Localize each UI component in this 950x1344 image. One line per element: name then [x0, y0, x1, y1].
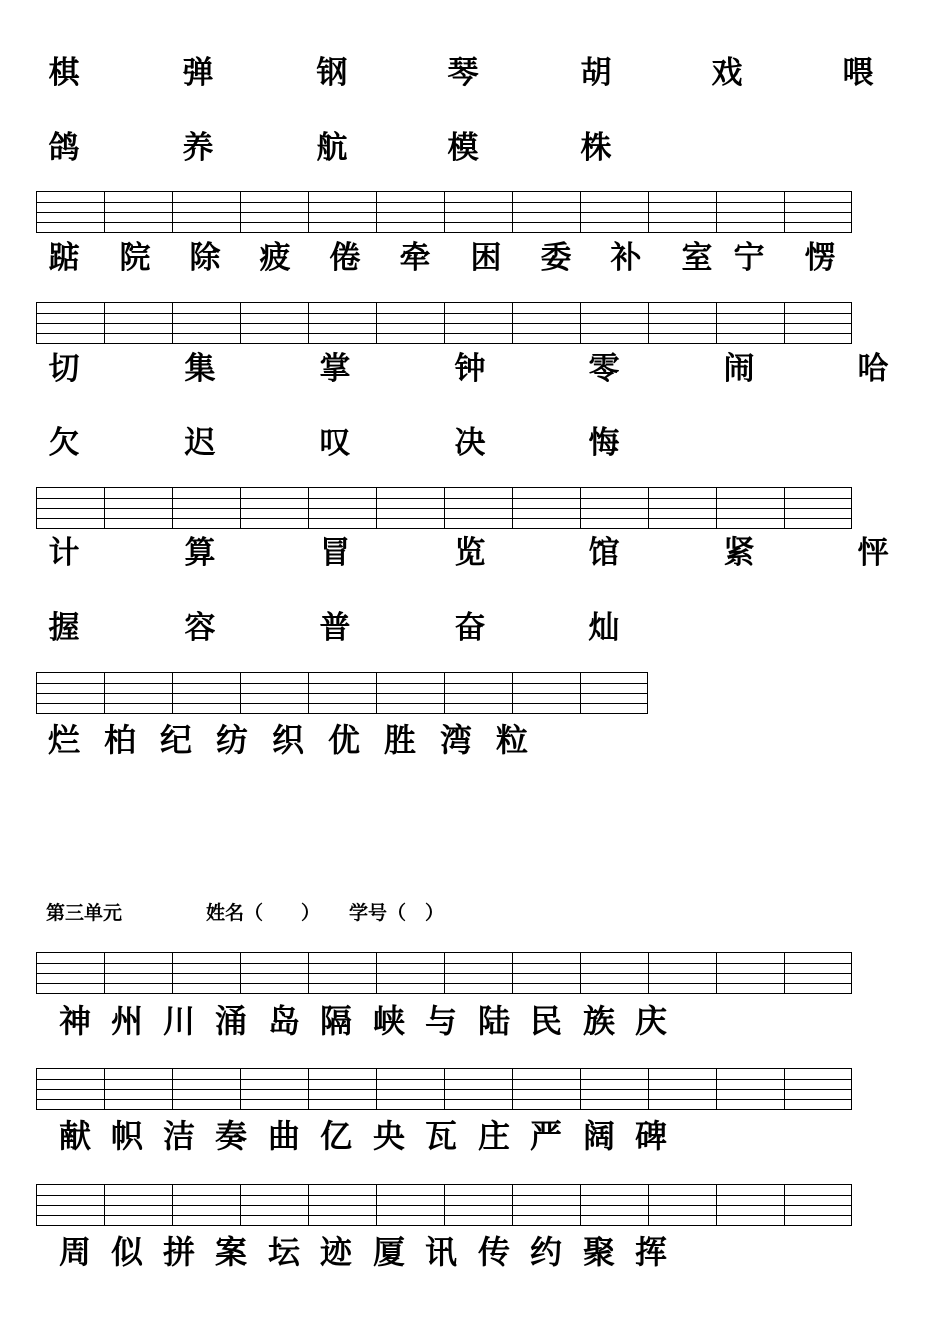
writing-cell [308, 302, 376, 344]
writing-cell [376, 952, 444, 994]
character-row [0, 720, 950, 760]
hanzi-character: 株 [580, 130, 612, 166]
hanzi-character: 握 [48, 610, 80, 646]
writing-cell [716, 191, 784, 233]
hanzi-character: 零 [588, 351, 620, 387]
writing-cell [444, 302, 512, 344]
writing-cell [240, 1184, 308, 1226]
writing-cell [580, 1184, 648, 1226]
writing-cell [240, 952, 308, 994]
hanzi-character: 怦 [857, 535, 889, 571]
hanzi-character: 碑 [634, 1117, 667, 1155]
writing-cell [36, 191, 104, 233]
writing-cell [716, 1184, 784, 1226]
writing-cell [512, 487, 580, 529]
writing-cell [580, 672, 648, 714]
hanzi-character: 烂 [47, 721, 80, 759]
writing-cell [376, 302, 444, 344]
writing-cell [104, 302, 172, 344]
hanzi-character: 愣 [804, 240, 836, 276]
writing-cell [784, 302, 852, 344]
hanzi-character: 弹 [182, 55, 214, 91]
writing-cell [444, 191, 512, 233]
hanzi-character: 欠 [48, 425, 80, 461]
writing-cell [308, 952, 376, 994]
name-label: 姓名（ ） [206, 902, 321, 924]
writing-cell [444, 1068, 512, 1110]
hanzi-character: 献 [58, 1117, 91, 1155]
hanzi-character: 普 [319, 610, 351, 646]
writing-cell [308, 191, 376, 233]
writing-grid [36, 672, 648, 714]
writing-cell [240, 487, 308, 529]
writing-cell [104, 1068, 172, 1110]
hanzi-character: 周 [58, 1233, 91, 1271]
hanzi-character: 与 [424, 1002, 457, 1040]
writing-cell [580, 487, 648, 529]
writing-cell [580, 191, 648, 233]
character-row [0, 1232, 950, 1272]
writing-cell [512, 1184, 580, 1226]
writing-cell [512, 302, 580, 344]
hanzi-character: 踮 [48, 240, 80, 276]
writing-cell [648, 302, 716, 344]
hanzi-character: 似 [110, 1233, 143, 1271]
hanzi-character: 坛 [267, 1233, 300, 1271]
hanzi-character: 冒 [319, 535, 351, 571]
writing-cell [240, 672, 308, 714]
hanzi-character: 决 [454, 425, 486, 461]
hanzi-character: 闹 [723, 351, 755, 387]
hanzi-character: 倦 [329, 240, 361, 276]
writing-grid [36, 487, 852, 529]
hanzi-character: 粒 [495, 721, 528, 759]
worksheet-header [0, 898, 950, 928]
hanzi-character: 除 [189, 240, 221, 276]
writing-cell [580, 1068, 648, 1110]
hanzi-character: 瓦 [424, 1117, 457, 1155]
writing-cell [172, 302, 240, 344]
hanzi-character: 胜 [383, 721, 416, 759]
hanzi-character: 鸽 [48, 130, 80, 166]
character-row [0, 53, 950, 93]
writing-cell [648, 1184, 716, 1226]
hanzi-character: 奏 [214, 1117, 247, 1155]
writing-cell [104, 1184, 172, 1226]
character-row [0, 423, 950, 463]
hanzi-character: 陆 [477, 1002, 510, 1040]
hanzi-character: 纺 [215, 721, 248, 759]
hanzi-character: 叹 [319, 425, 351, 461]
writing-cell [308, 672, 376, 714]
writing-cell [104, 672, 172, 714]
hanzi-character: 览 [454, 535, 486, 571]
character-row [0, 1116, 950, 1156]
writing-cell [240, 1068, 308, 1110]
writing-cell [512, 672, 580, 714]
writing-cell [172, 191, 240, 233]
writing-cell [376, 487, 444, 529]
hanzi-character: 紧 [723, 535, 755, 571]
hanzi-character: 涌 [214, 1002, 247, 1040]
writing-cell [444, 487, 512, 529]
hanzi-character: 牵 [399, 240, 431, 276]
writing-grid [36, 1068, 852, 1110]
hanzi-character: 曲 [267, 1117, 300, 1155]
writing-cell [240, 191, 308, 233]
character-row [0, 238, 950, 278]
writing-cell [172, 672, 240, 714]
hanzi-character: 严 [529, 1117, 562, 1155]
writing-cell [36, 672, 104, 714]
writing-cell [172, 1068, 240, 1110]
writing-cell [172, 487, 240, 529]
character-row [0, 608, 950, 648]
character-row [0, 349, 950, 389]
writing-grid [36, 952, 852, 994]
writing-cell [512, 191, 580, 233]
character-row [0, 1001, 950, 1041]
hanzi-character: 喂 [842, 55, 874, 91]
hanzi-character: 柏 [103, 721, 136, 759]
hanzi-character: 切 [48, 351, 80, 387]
hanzi-character: 琴 [447, 55, 479, 91]
writing-cell [308, 487, 376, 529]
character-row [0, 128, 950, 168]
hanzi-character: 川 [162, 1002, 195, 1040]
student-id-label: 学号（ ） [349, 902, 445, 924]
hanzi-character: 疲 [259, 240, 291, 276]
hanzi-character: 室 [681, 240, 713, 276]
character-row [0, 533, 950, 573]
writing-cell [308, 1184, 376, 1226]
hanzi-character: 央 [372, 1117, 405, 1155]
hanzi-character: 挥 [634, 1233, 667, 1271]
writing-cell [104, 191, 172, 233]
hanzi-character: 族 [582, 1002, 615, 1040]
hanzi-character: 院 [119, 240, 151, 276]
writing-cell [444, 1184, 512, 1226]
hanzi-character: 钢 [316, 55, 348, 91]
hanzi-character: 航 [316, 130, 348, 166]
writing-cell [376, 1184, 444, 1226]
hanzi-character: 困 [470, 240, 502, 276]
hanzi-character: 厦 [372, 1233, 405, 1271]
writing-cell [784, 191, 852, 233]
writing-cell [376, 1068, 444, 1110]
writing-cell [580, 302, 648, 344]
hanzi-character: 迹 [319, 1233, 352, 1271]
hanzi-character: 戏 [711, 55, 743, 91]
hanzi-character: 传 [477, 1233, 510, 1271]
hanzi-character: 灿 [588, 610, 620, 646]
writing-cell [104, 487, 172, 529]
hanzi-character: 神 [58, 1002, 91, 1040]
hanzi-character: 案 [214, 1233, 247, 1271]
writing-cell [716, 302, 784, 344]
writing-cell [648, 1068, 716, 1110]
hanzi-character: 帜 [110, 1117, 143, 1155]
hanzi-character: 悔 [588, 425, 620, 461]
hanzi-character: 补 [610, 240, 642, 276]
hanzi-character: 聚 [582, 1233, 615, 1271]
writing-grid [36, 302, 852, 344]
hanzi-character: 宁 [733, 240, 765, 276]
hanzi-character: 洁 [162, 1117, 195, 1155]
writing-grid [36, 1184, 852, 1226]
writing-cell [716, 1068, 784, 1110]
hanzi-character: 钟 [454, 351, 486, 387]
writing-cell [172, 952, 240, 994]
writing-cell [444, 952, 512, 994]
writing-cell [716, 487, 784, 529]
writing-cell [36, 302, 104, 344]
writing-cell [240, 302, 308, 344]
hanzi-character: 胡 [580, 55, 612, 91]
writing-cell [376, 672, 444, 714]
writing-cell [512, 952, 580, 994]
hanzi-character: 算 [184, 535, 216, 571]
hanzi-character: 阔 [582, 1117, 615, 1155]
hanzi-character: 集 [184, 351, 216, 387]
writing-cell [648, 191, 716, 233]
writing-cell [784, 952, 852, 994]
unit-title: 第三单元 [46, 902, 123, 924]
hanzi-character: 掌 [319, 351, 351, 387]
hanzi-character: 州 [110, 1002, 143, 1040]
writing-cell [104, 952, 172, 994]
writing-cell [36, 952, 104, 994]
hanzi-character: 峡 [372, 1002, 405, 1040]
hanzi-character: 馆 [588, 535, 620, 571]
hanzi-character: 讯 [424, 1233, 457, 1271]
writing-cell [716, 952, 784, 994]
writing-cell [172, 1184, 240, 1226]
hanzi-character: 哈 [857, 351, 889, 387]
hanzi-character: 容 [184, 610, 216, 646]
hanzi-character: 模 [447, 130, 479, 166]
hanzi-character: 优 [327, 721, 360, 759]
writing-grid [36, 191, 852, 233]
writing-cell [784, 487, 852, 529]
hanzi-character: 隔 [319, 1002, 352, 1040]
writing-cell [36, 1184, 104, 1226]
hanzi-character: 岛 [267, 1002, 300, 1040]
hanzi-character: 庄 [477, 1117, 510, 1155]
hanzi-character: 委 [540, 240, 572, 276]
hanzi-character: 约 [529, 1233, 562, 1271]
writing-cell [648, 952, 716, 994]
hanzi-character: 亿 [319, 1117, 352, 1155]
hanzi-character: 棋 [48, 55, 80, 91]
hanzi-character: 计 [48, 535, 80, 571]
hanzi-character: 织 [271, 721, 304, 759]
writing-cell [444, 672, 512, 714]
writing-cell [308, 1068, 376, 1110]
hanzi-character: 迟 [184, 425, 216, 461]
hanzi-character: 养 [182, 130, 214, 166]
writing-cell [36, 1068, 104, 1110]
writing-cell [784, 1184, 852, 1226]
writing-cell [648, 487, 716, 529]
hanzi-character: 湾 [439, 721, 472, 759]
hanzi-character: 庆 [634, 1002, 667, 1040]
writing-cell [376, 191, 444, 233]
writing-cell [580, 952, 648, 994]
hanzi-character: 奋 [454, 610, 486, 646]
hanzi-character: 拼 [162, 1233, 195, 1271]
hanzi-character: 纪 [159, 721, 192, 759]
writing-cell [36, 487, 104, 529]
hanzi-character: 民 [529, 1002, 562, 1040]
writing-cell [784, 1068, 852, 1110]
writing-cell [512, 1068, 580, 1110]
